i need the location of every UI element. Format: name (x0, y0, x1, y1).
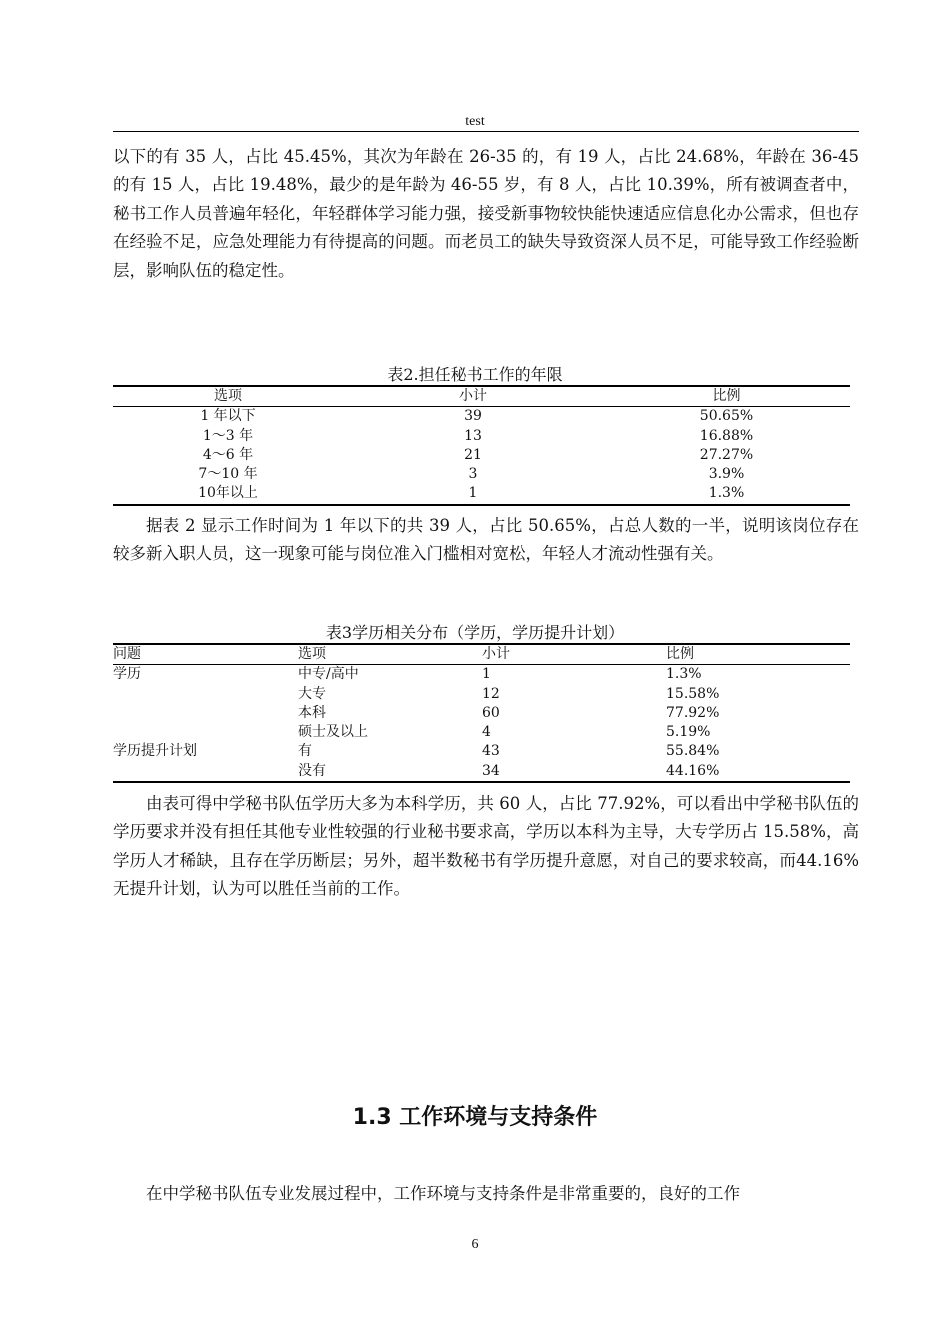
table-cell: 学历 (113, 666, 141, 683)
table-row (113, 665, 850, 685)
table-row (113, 704, 850, 723)
table-cell: 15.58% (666, 685, 720, 702)
table-cell: 3 (468, 466, 478, 483)
table-header-cell: 问题 (113, 644, 298, 665)
paragraph-table2-analysis: 据表 2 显示工作时间为 1 年以下的共 39 人，占比 50.65%，占总人数的一半，说明该岗位存在较多新入职人员，这一现象可能与岗位准入门槛相对宽松，年轻人才流动性强有关。 (113, 516, 859, 564)
table-cell: 学历提升计划 (113, 743, 197, 760)
table-work-years (113, 385, 850, 506)
table-cell: 12 (482, 685, 500, 702)
table-cell: 55.84% (666, 743, 720, 760)
table-cell: 1～3 年 (202, 427, 254, 444)
table-cell (113, 685, 298, 704)
table-row (113, 407, 850, 427)
table-cell: 50.65% (699, 408, 754, 425)
table-cell: 1.3% (708, 485, 745, 502)
table-cell: 3.9% (708, 466, 745, 483)
table-cell: 大专 (298, 685, 326, 702)
table-cell: 1 (482, 666, 491, 683)
table-cell: 39 (464, 408, 482, 425)
table-row (113, 427, 850, 446)
paragraph-work-environment: 在中学秘书队伍专业发展过程中，工作环境与支持条件是非常重要的，良好的工作 (146, 1184, 740, 1203)
table-row (113, 723, 850, 742)
table-cell: 77.92% (666, 704, 720, 721)
table-cell: 4 (482, 724, 491, 741)
table-cell: 1 (468, 485, 478, 502)
table-cell: 5.19% (666, 724, 711, 741)
table-cell: 有 (298, 743, 312, 760)
table-cell: 27.27% (699, 446, 754, 463)
table-cell: 34 (482, 762, 500, 779)
section-heading: 1.3 工作环境与支持条件 (352, 1105, 598, 1130)
header-rule (113, 131, 859, 132)
running-header: test (465, 114, 485, 129)
table2-caption: 表2.担任秘书工作的年限 (387, 365, 563, 384)
page-number: 6 (471, 1237, 479, 1252)
table-cell (113, 704, 298, 723)
table-cell: 4～6 年 (202, 446, 254, 463)
table-cell: 没有 (298, 762, 326, 779)
table-header-row (113, 644, 850, 665)
table-row (113, 446, 850, 465)
table3-caption: 表3学历相关分布（学历，学历提升计划） (325, 623, 625, 642)
table-row (113, 484, 850, 504)
table-row (113, 465, 850, 484)
paragraph-age-distribution: 以下的有 35 人，占比 45.45%，其次为年龄在 26-35 的，有 19 人，占比 24.68%，年龄在 36-45 的有 15 人，占比 19.48%，最少的是年龄为 46-55 岁，有 8 人，占比 10.39%，所有被调查者中，秘书工作人员普遍年轻化，年轻群体学习能力强，接受新事物较快能快速适应信息化办公需求，但也存在经验不足，应急处理能力有待提高的问题。而老员工的缺失导致资深人员不足，可能导致工作经验断层，影响队伍的稳定性。 (113, 147, 859, 280)
table-row (113, 685, 850, 704)
table-cell: 21 (464, 446, 482, 463)
table-header-cell: 比例 (603, 386, 850, 407)
table-row (113, 742, 850, 761)
paragraph-table3-analysis: 由表可得中学秘书队伍学历大多为本科学历，共 60 人，占比 77.92%，可以看出中学秘书队伍的学历要求并没有担任其他专业性较强的行业秘书要求高，学历以本科为主导，大专学历占 15.58%，高学历人才稀缺，且存在学历断层；另外，超半数秘书有学历提升意愿，对自己的要求较高，而44.16%无提升计划，认为可以胜任当前的工作。 (113, 794, 859, 899)
table-header-row (113, 386, 850, 407)
table-cell: 16.88% (699, 427, 754, 444)
table-cell: 13 (464, 427, 482, 444)
table-education (113, 643, 850, 783)
table-cell (113, 723, 298, 742)
table-cell: 1 年以下 (200, 408, 256, 425)
table-cell: 本科 (298, 704, 326, 721)
table-header-cell: 选项 (113, 386, 343, 407)
table-cell: 44.16% (666, 762, 720, 779)
table-row (113, 762, 850, 782)
table-header-cell: 比例 (666, 644, 850, 665)
table-header-cell: 选项 (298, 644, 482, 665)
table-cell: 7～10 年 (198, 466, 258, 483)
table-cell: 硕士及以上 (298, 724, 368, 741)
table-cell (113, 762, 298, 782)
table-cell: 中专/高中 (298, 666, 359, 683)
table-cell: 10年以上 (198, 485, 258, 502)
table-header-cell: 小计 (482, 644, 666, 665)
table-cell: 43 (482, 743, 500, 760)
table-cell: 60 (482, 704, 500, 721)
table-cell: 1.3% (666, 666, 702, 683)
table-header-cell: 小计 (343, 386, 603, 407)
